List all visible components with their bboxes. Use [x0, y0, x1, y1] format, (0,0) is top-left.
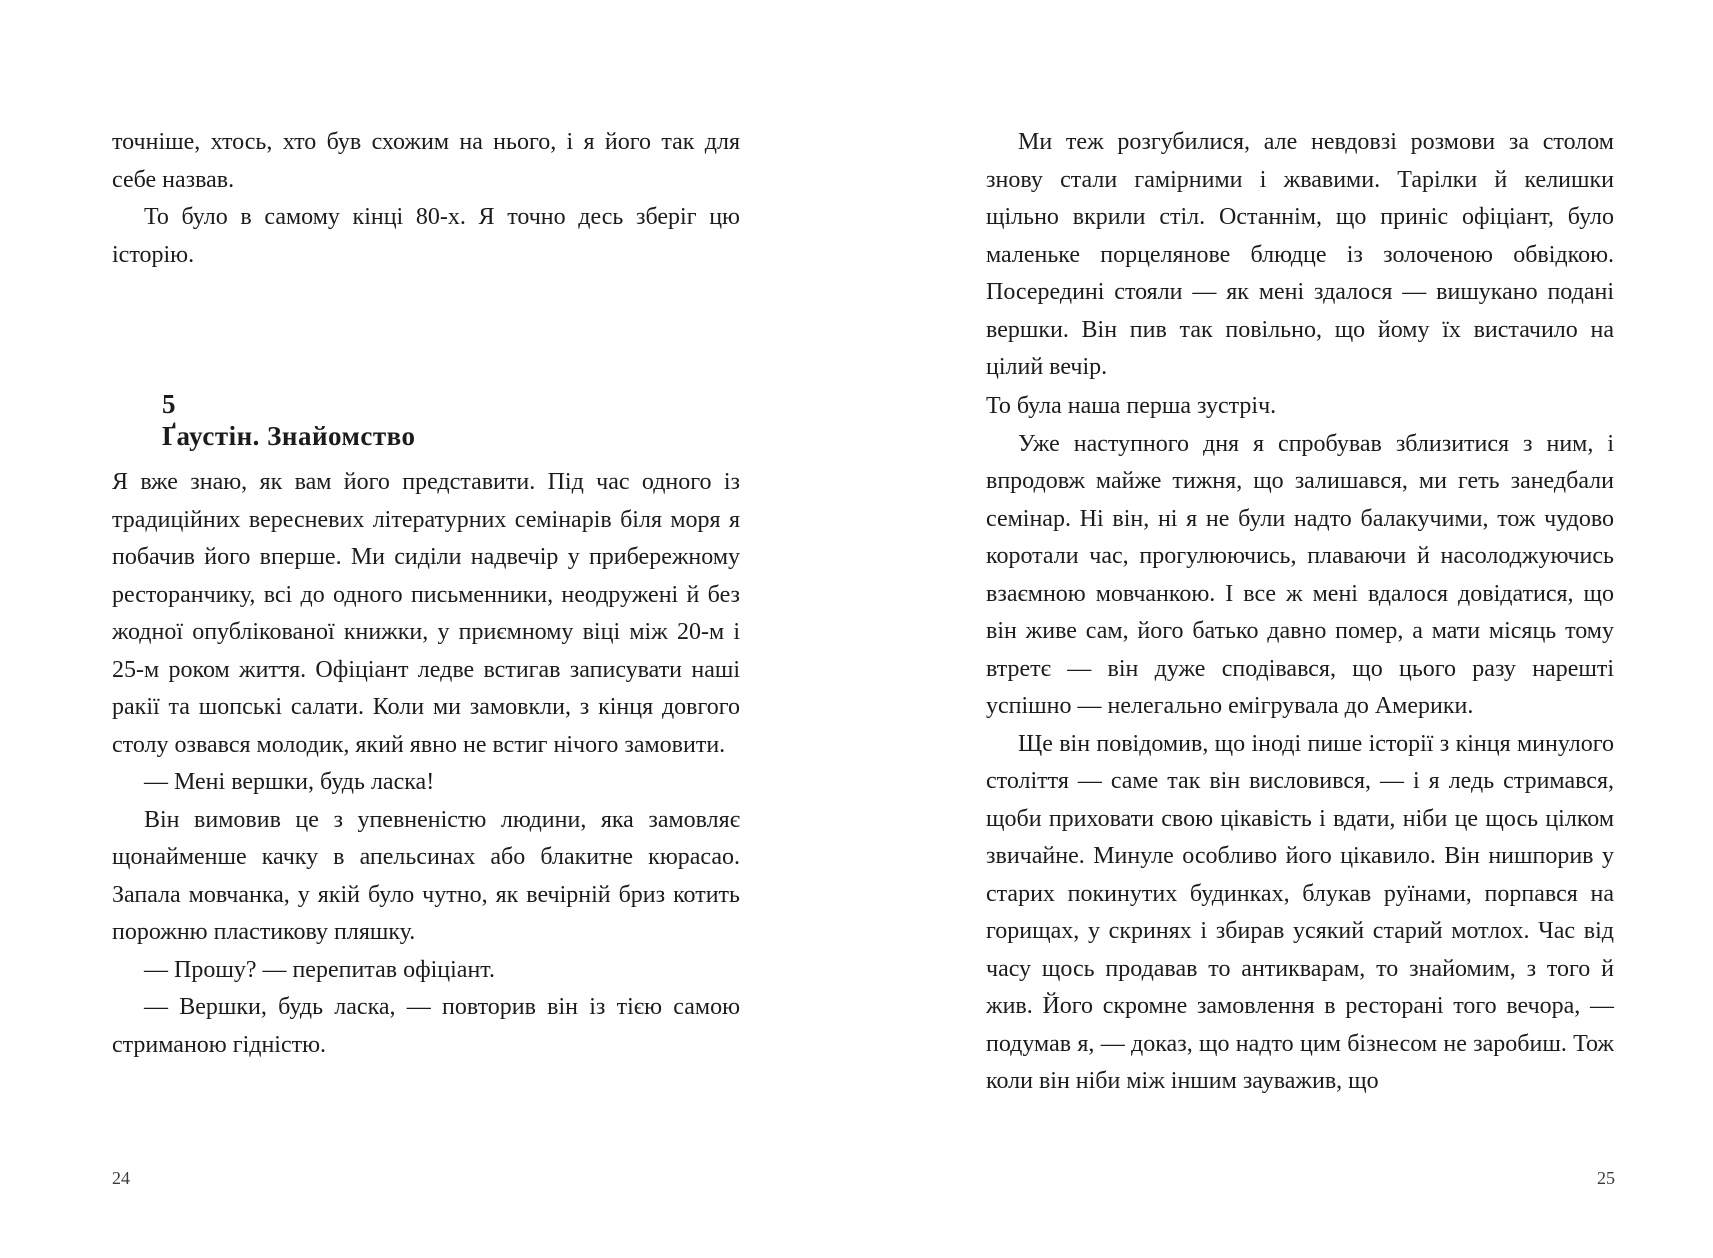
- paragraph: — Мені вершки, будь ласка!: [144, 769, 435, 795]
- page-number: 24: [112, 1168, 130, 1188]
- page-number: 25: [1597, 1168, 1615, 1188]
- chapter-number: 5: [162, 389, 176, 419]
- paragraph: Ми теж розгубилися, але невдовзі розмови за столом знову стали гамірними і жвавими. Тарілки й келишки щільно вкрили стіл. Останнім, що приніс офіціант, було маленьке порцелянове блюдце із золоченою обвідкою. Посередині стояли — як мені здалося — вишукано подані вершки. Він пив так повільно, що йому їх вистачило на цілий вечір.: [986, 129, 1614, 380]
- paragraph: Він вимовив це з упевненістю людини, яка замовляє щонайменше качку в апельсинах або блакитне кюрасао. Запала мовчанка, у якій було чутно, як вечірній бриз котить порожню пластикову пляшку.: [112, 806, 740, 945]
- chapter-body-text: [112, 464, 740, 1064]
- paragraph: Ще він повідомив, що іноді пише історії з кінця минулого століття — саме так він висловився, — і я ледь стримався, щоби приховати свою цікавість і вдати, ніби це щось цілком звичайне. Минуле особливо його цікавило. Він нишпорив у старих покинутих будинках, блукав руїнами, порпався на горищах, у скринях і збирав усякий старий мотлох. Час від часу щось продавав то антикварам, то знайомим, з того й жив. Його скромне замовлення в ресторані того вечора, — подумав я, — доказ, що надто цим бізнесом не заробиш. Тож коли він ніби між іншим зауважив, що: [986, 730, 1614, 1094]
- paragraph: — Прошу? — перепитав офіціант.: [144, 956, 495, 983]
- paragraph: То було в самому кінці 80-х. Я точно десь зберіг цю історію.: [112, 204, 740, 268]
- paragraph: Я вже знаю, як вам його представити. Під час одного із традиційних вересневих літературних семінарів біля моря я побачив його вперше. Ми сиділи надвечір у прибережному ресторанчику, всі до одного письменники, неодружені й без жодної опублікованої книжки, у приємному віці між 20-м і 25-м роком життя. Офіціант ледве встигав записувати наші ракії та шопські салати. Коли ми замовкли, з кінця довгого столу озвався молодик, який явно не встиг нічого замовити.: [112, 469, 740, 758]
- paragraph: точніше, хтось, хто був схожим на нього, і я його так для себе назвав.: [112, 129, 740, 193]
- paragraph: Уже наступного дня я спробував зблизитися з ним, і впродовж майже тижня, що залишався, ми геть занедбали семінар. Ні він, ні я не були надто балакучими, тож чудово коротали час, прогулюючись, плаваючи й насолоджуючись взаємною мовчанкою. І все ж мені вдалося довідатися, що він живе сам, його батько давно помер, а мати місяць тому втретє — він дуже сподівався, що цього разу нарешті успішно — нелегально емігрувала до Америки.: [986, 430, 1614, 719]
- left-page: [0, 0, 856, 1258]
- right-first-text: [986, 124, 1614, 387]
- chapter-heading: [162, 388, 416, 452]
- right-page: [857, 0, 1713, 1258]
- paragraph: То була наша перша зустріч.: [986, 393, 1277, 419]
- chapter-title: Ґаустін. Знайомство: [162, 421, 416, 451]
- right-second-text: [986, 388, 1614, 1101]
- left-top-text: [112, 124, 740, 274]
- paragraph: — Вершки, будь ласка, — повторив він із тією самою стриманою гідністю.: [112, 994, 740, 1058]
